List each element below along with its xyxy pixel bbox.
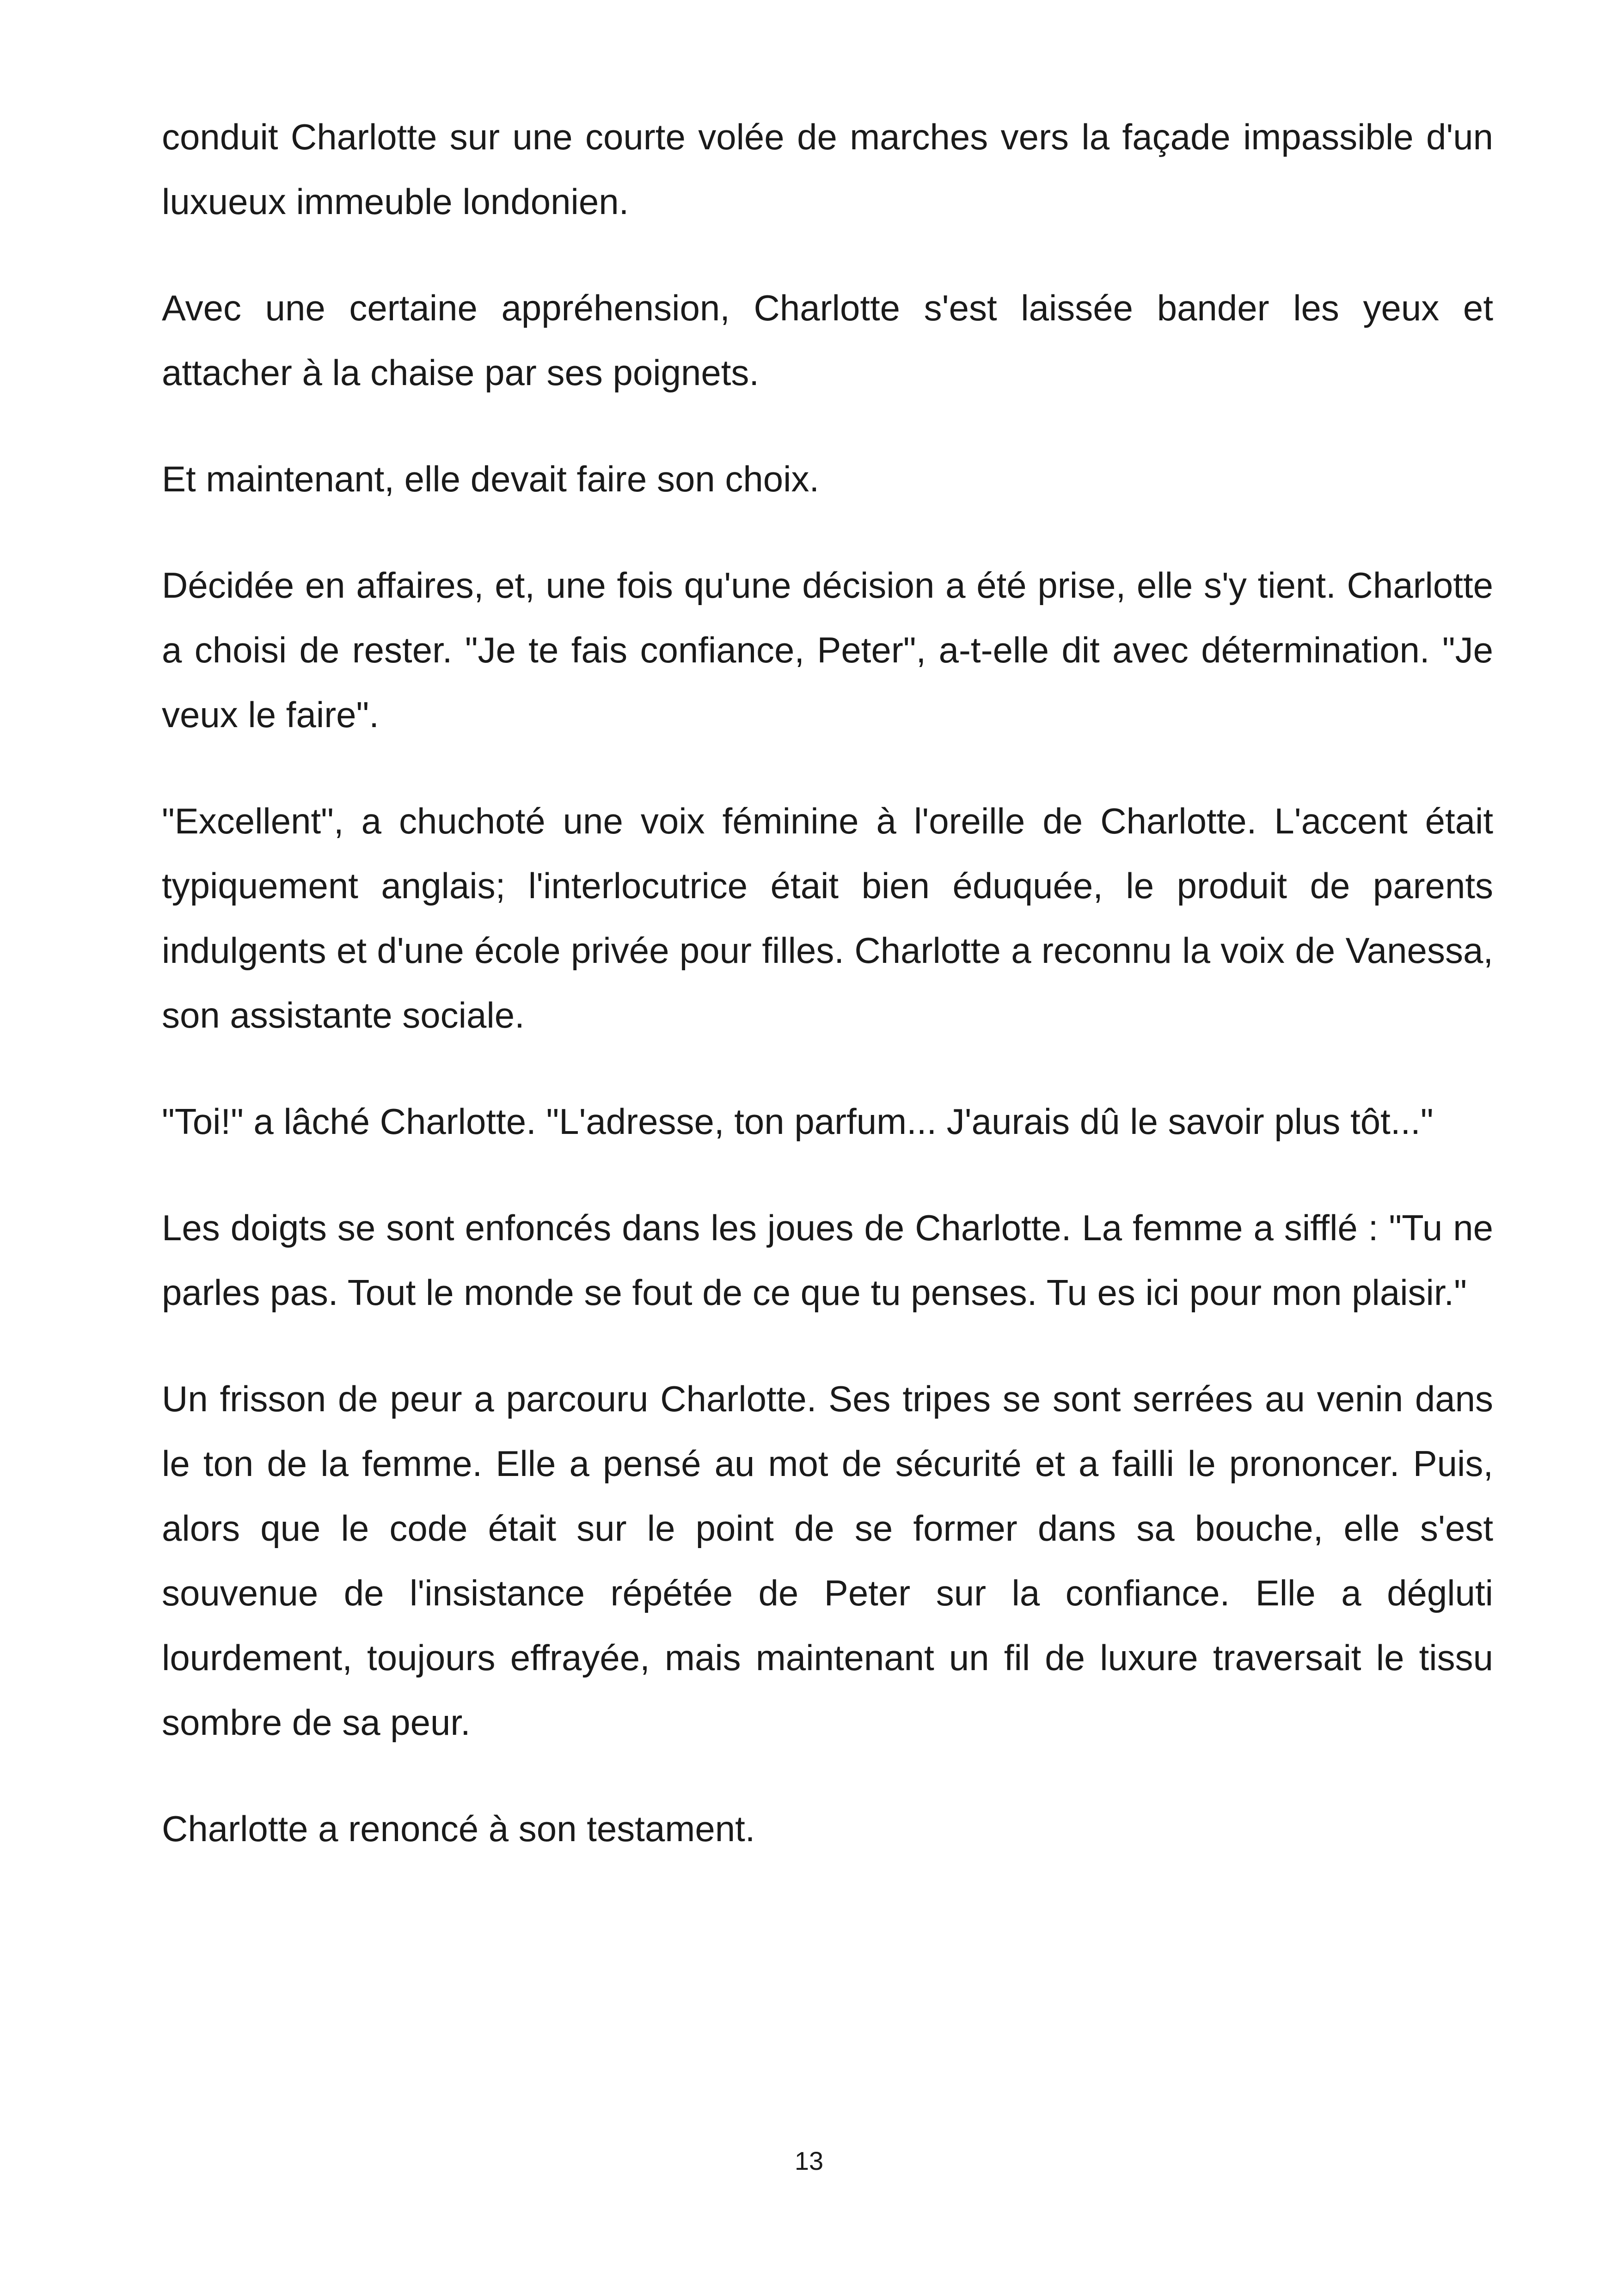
paragraph: Les doigts se sont enfoncés dans les joues de Charlotte. La femme a sifflé : "Tu ne parles pas. Tout le monde se fout de ce que tu penses. Tu es ici pour mon plaisir." (162, 1207, 1493, 1313)
paragraph: Avec une certaine appréhension, Charlotte s'est laissée bander les yeux et attacher à la chaise par ses poignets. (162, 288, 1493, 393)
paragraph: "Toi!" a lâché Charlotte. "L'adresse, ton parfum... J'aurais dû le savoir plus tôt..." (162, 1101, 1434, 1142)
paragraph: Charlotte a renoncé à son testament. (162, 1808, 755, 1849)
paragraph: Décidée en affaires, et, une fois qu'une décision a été prise, elle s'y tient. Charlotte a choisi de rester. "Je te fais confiance, Peter", a-t-elle dit avec détermination. "Je veux le faire". (162, 565, 1493, 735)
paragraph: Un frisson de peur a parcouru Charlotte. Ses tripes se sont serrées au venin dans le ton de la femme. Elle a pensé au mot de sécurité et a failli le prononcer. Puis, alors que le code était sur le point de se former dans sa bouche, elle s'est souvenue de l'insistance répétée de Peter sur la confiance. Elle a dégluti lourdement, toujours effrayée, mais maintenant un fil de luxure traversait le tissu sombre de sa peur. (162, 1378, 1493, 1743)
paragraph: "Excellent", a chuchoté une voix féminine à l'oreille de Charlotte. L'accent était typiquement anglais; l'interlocutrice était bien éduquée, le produit de parents indulgents et d'une école privée pour filles. Charlotte a reconnu la voix de Vanessa, son assistante sociale. (162, 801, 1493, 1035)
paragraph: conduit Charlotte sur une courte volée de marches vers la façade impassible d'un luxueux immeuble londonien. (162, 116, 1493, 222)
paragraph: Et maintenant, elle devait faire son choix. (162, 459, 820, 499)
page-number: 13 (794, 2146, 824, 2175)
body-text (162, 104, 1493, 1903)
